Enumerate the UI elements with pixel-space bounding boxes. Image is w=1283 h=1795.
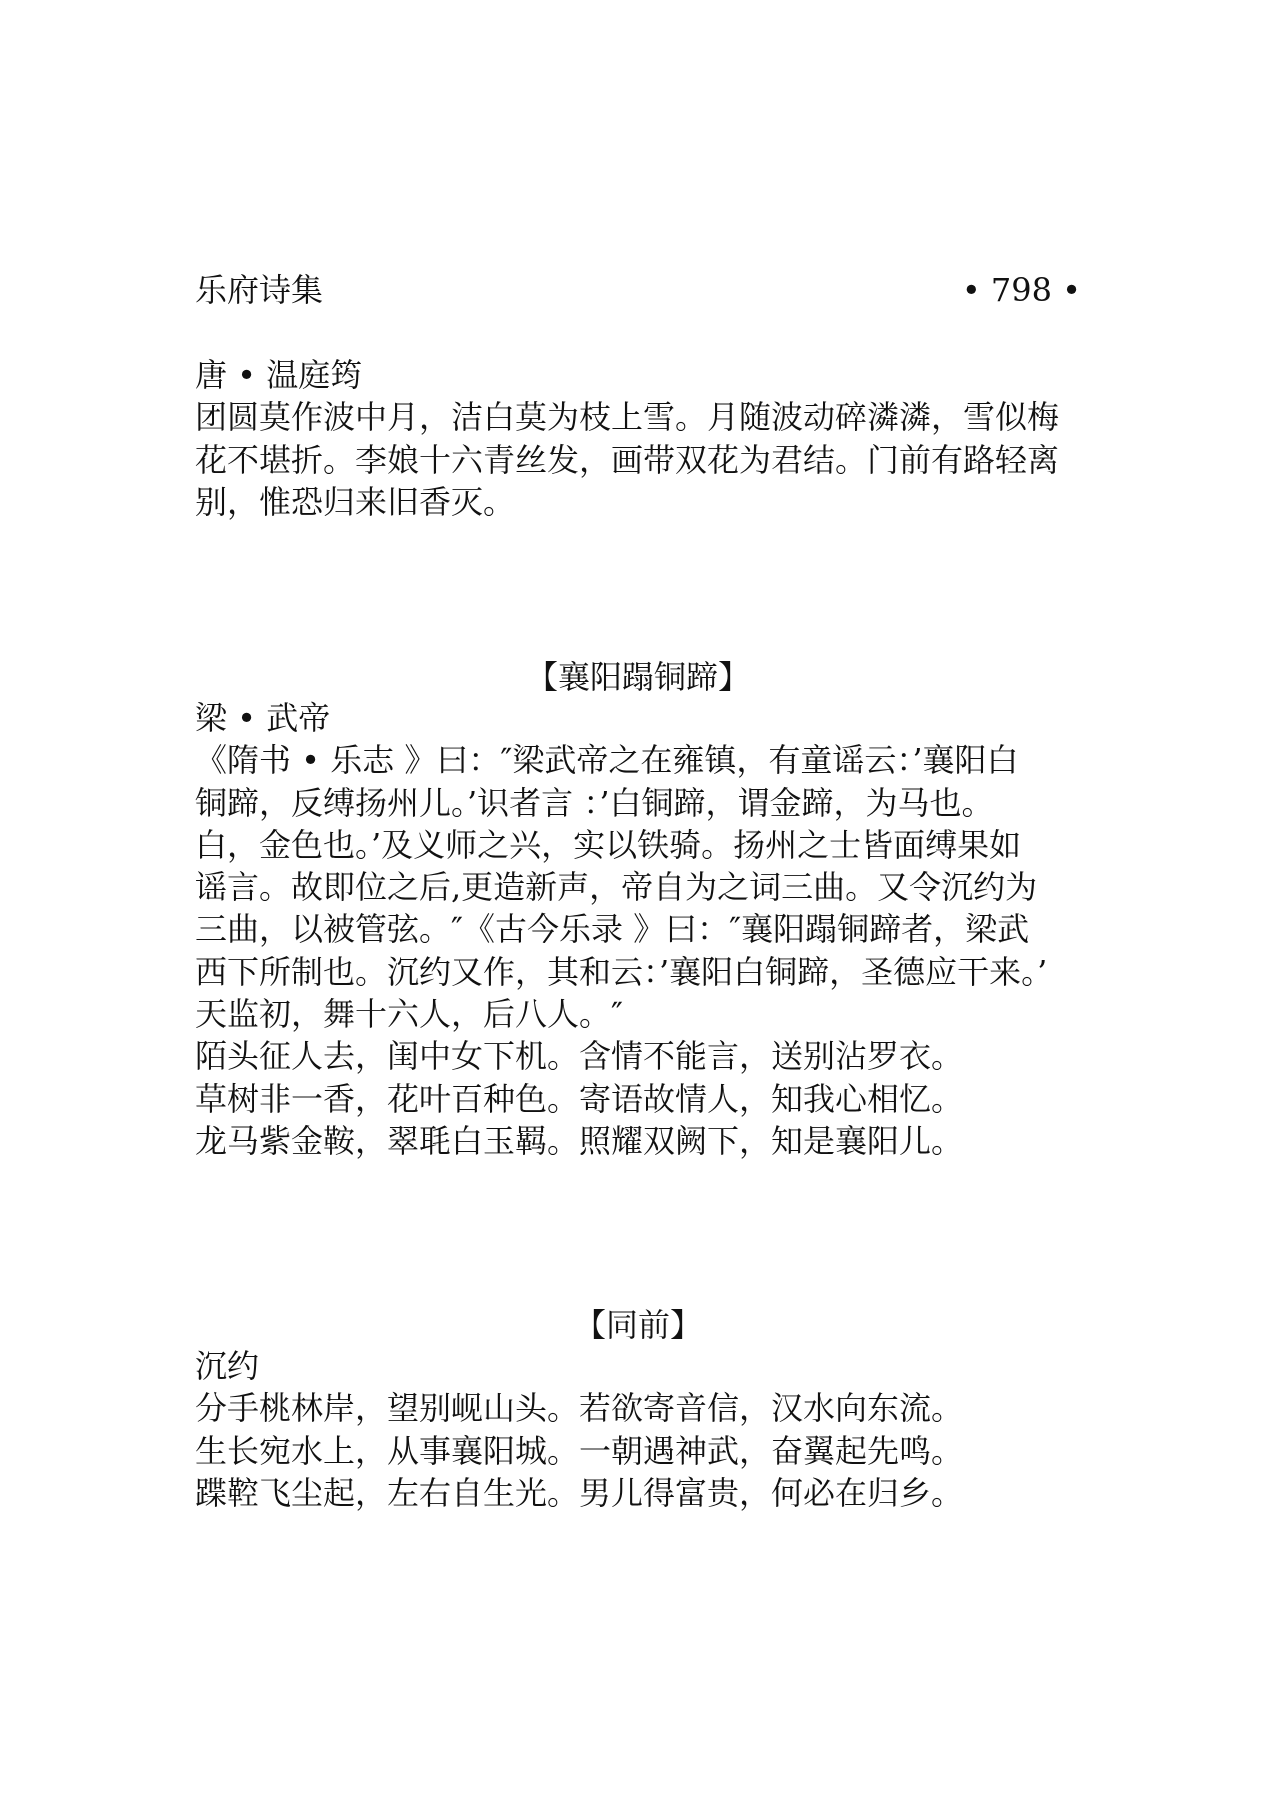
section-heading: 【襄阳蹋铜蹄】 [525, 658, 750, 696]
poem-section-shen-yue [195, 1345, 1095, 1514]
text-line: 别，惟恐归来旧香灭。 [195, 482, 516, 521]
poem-line: 分手桃林岸，望别岘山头。若欲寄音信，汉水向东流。 [195, 1389, 964, 1428]
running-head [195, 268, 1081, 312]
text-line: 《隋书 • 乐志 》曰：″梁武帝之在雍镇，有童谣云：’襄阳白 [195, 741, 1019, 780]
poem-section-liang-wudi [195, 697, 1095, 1162]
book-title: 乐府诗集 [195, 271, 324, 309]
text-line: 西下所制也。沉约又作，其和云：’襄阳白铜蹄，圣德应干来。’ [195, 952, 1048, 991]
section-author: 沉约 [195, 1347, 260, 1385]
poem-line: 陌头征人去，闺中女下机。含情不能言，送别沾罗衣。 [195, 1037, 964, 1076]
text-line: 团圆莫作波中月，洁白莫为枝上雪。月随波动碎潾潾，雪似梅 [195, 398, 1060, 437]
page-number: • 798 • [961, 271, 1081, 309]
poem-section-wen-tingyun [195, 354, 1095, 523]
poem-line: 蹀鞚飞尘起，左右自生光。男儿得富贵，何必在归乡。 [195, 1473, 964, 1512]
section-author: 梁 • 武帝 [195, 699, 331, 737]
text-line: 谣言。故即位之后,更造新声，帝自为之词三曲。又令沉约为 [195, 868, 1038, 907]
text-line: 白，金色也。’及义师之兴，实以铁骑。扬州之士皆面缚果如 [195, 825, 1022, 864]
section-author: 唐 • 温庭筠 [195, 356, 363, 394]
text-line: 三曲，以被管弦。″《古今乐录 》曰：″襄阳蹋铜蹄者，梁武 [195, 910, 1030, 949]
poem-line: 龙马紫金鞍，翠毦白玉羁。照耀双阙下，知是襄阳儿。 [195, 1121, 964, 1160]
text-line: 铜蹄，反缚扬州儿。’识者言 ：’白铜蹄，谓金蹄，为马也。 [195, 783, 994, 822]
poem-line: 生长宛水上，从事襄阳城。一朝遇神武，奋翼起先鸣。 [195, 1431, 964, 1470]
text-line: 天监初，舞十六人，后八人。″ [195, 995, 623, 1034]
section-heading: 【同前】 [573, 1306, 702, 1344]
text-line: 花不堪折。李娘十六青丝发，画带双花为君结。门前有路轻离 [195, 440, 1060, 479]
poem-line: 草树非一香，花叶百种色。寄语故情人，知我心相忆。 [195, 1079, 964, 1118]
